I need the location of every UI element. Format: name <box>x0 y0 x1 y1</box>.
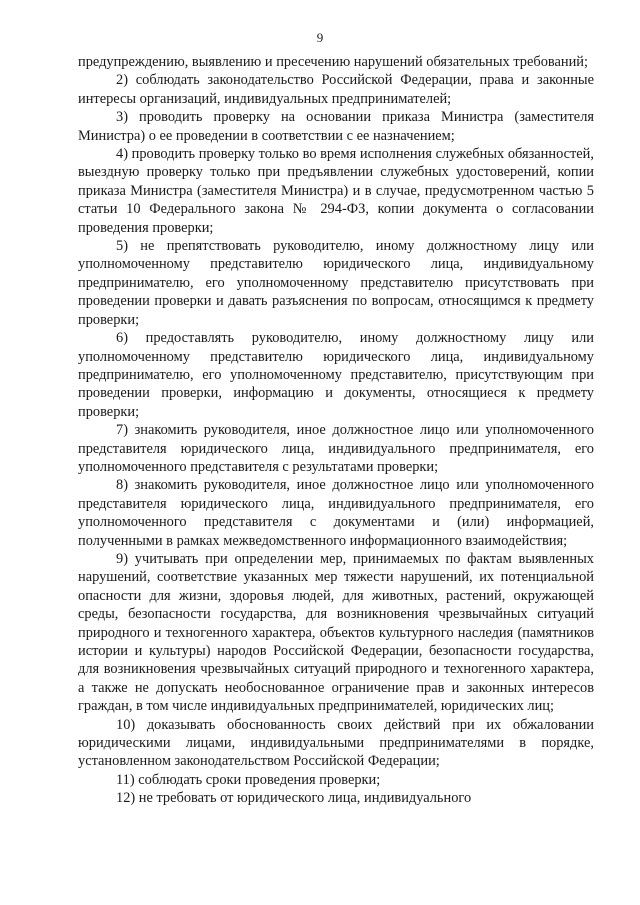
paragraph-item-12: 12) не требовать от юридического лица, индивидуального <box>116 790 472 807</box>
document-body <box>78 53 594 808</box>
paragraph-item-5: 5) не препятствовать руководителю, иному должностному лицу или уполномоченному представителю юридического лица, индивидуальному предпринимателю, его уполномоченному представителю присутствовать при проведении проверки и давать разъяснения по вопросам, относящимся к предмету проверки; <box>78 238 594 328</box>
paragraph-item-4: 4) проводить проверку только во время исполнения служебных обязанностей, выездную проверку только при предъявлении служебных удостоверений, копии приказа Министра (заместителя Министра) и в случае, предусмотренном частью 5 статьи 10 Федерального закона № 294-ФЗ, копии документа о согласовании проведения проверки; <box>78 146 594 236</box>
paragraph-item-9: 9) учитывать при определении мер, принимаемых по фактам выявленных нарушений, соответствие указанных мер тяжести нарушений, их потенциальной опасности для жизни, здоровья людей, для животных, растений, окружающей среды, безопасности государства, для возникновения чрезвычайных ситуаций природного и техногенного характера, объектов культурного наследия (памятников истории и культуры) народов Российской Федерации, безопасности государства, для возникновения чрезвычайных ситуаций природного и техногенного характера, а также не допускать необоснованное ограничение прав и законных интересов граждан, в том числе индивидуальных предпринимателей, юридических лиц; <box>78 550 594 715</box>
paragraph-item-7: 7) знакомить руководителя, иное должностное лицо или уполномоченного представителя юридического лица, индивидуального предпринимателя, его уполномоченного представителя с результатами проверки; <box>78 422 594 475</box>
paragraph-item-8: 8) знакомить руководителя, иное должностное лицо или уполномоченного представителя юридического лица, индивидуального предпринимателя, его уполномоченного представителя с документами и (или) информацией, полученными в рамках межведомственного информационного взаимодействия; <box>78 477 594 549</box>
paragraph-item-2: 2) соблюдать законодательство Российской Федерации, права и законные интересы организаций, индивидуальных предпринимателей; <box>78 72 594 107</box>
paragraph-item-11: 11) соблюдать сроки проведения проверки; <box>116 771 381 788</box>
paragraph-item-10: 10) доказывать обоснованность своих действий при их обжаловании юридическими лицами, индивидуальными предпринимателями в порядке, установленном законодательством Российской Федерации; <box>78 716 594 770</box>
paragraph-item-3: 3) проводить проверку на основании приказа Министра (заместителя Министра) о ее проведении в соответствии с ее назначением; <box>78 109 594 144</box>
paragraph-item-6: 6) предоставлять руководителю, иному должностному лицу или уполномоченному представителю юридического лица, индивидуальному предпринимателю, его уполномоченному представителю, присутствующим при проведении проверки, информацию и документы, относящиеся к предмету проверки; <box>78 330 594 420</box>
page-number: 9 <box>316 30 324 45</box>
paragraph-continuation: предупреждению, выявлению и пресечению нарушений обязательных требований; <box>78 54 588 70</box>
